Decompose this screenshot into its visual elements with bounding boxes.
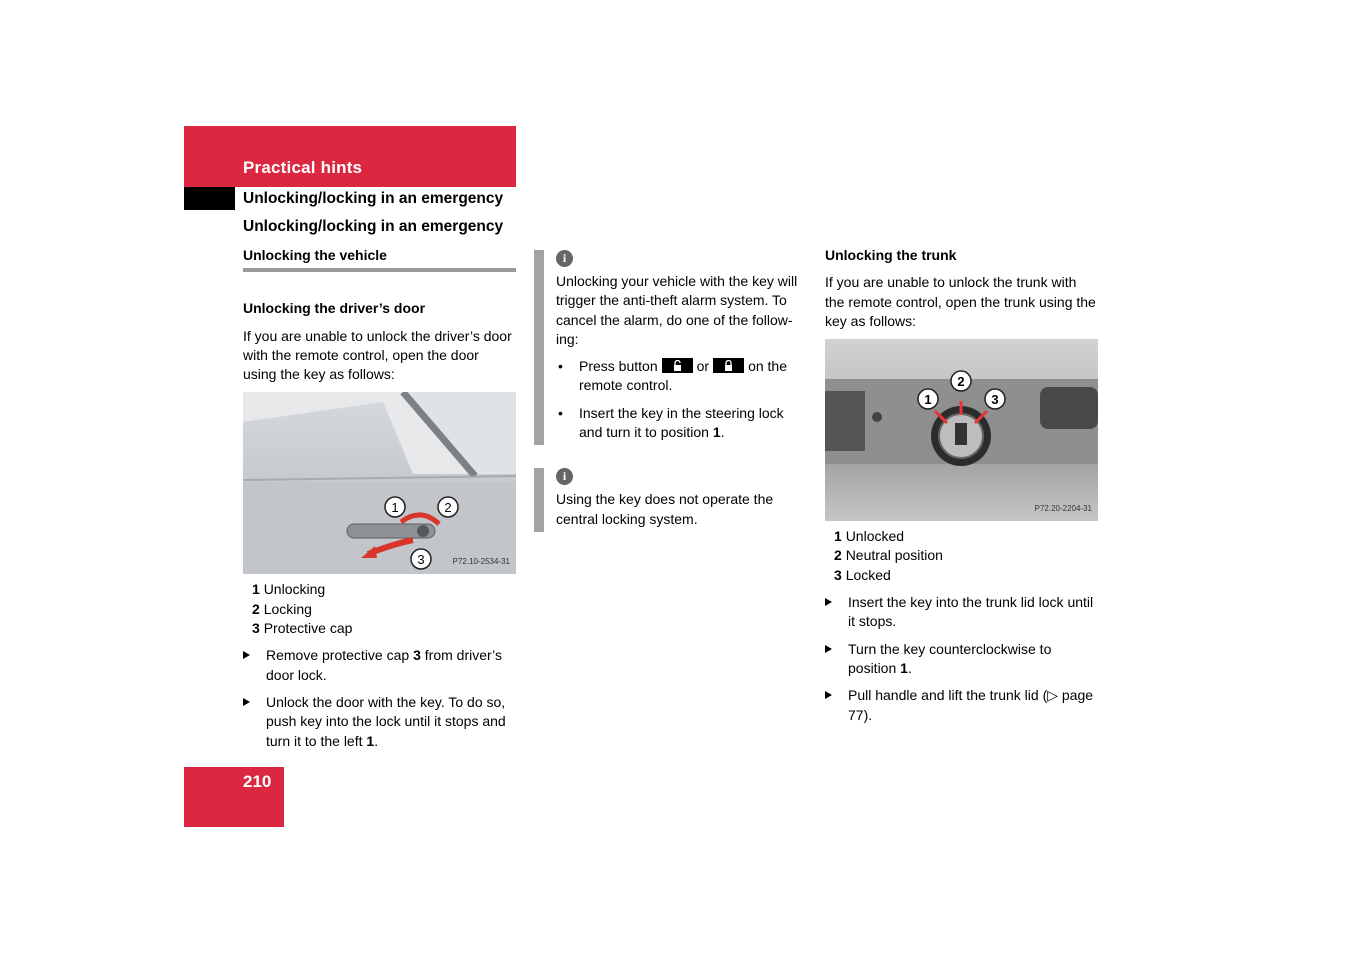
bullet-dot: • bbox=[558, 358, 563, 375]
step-item: Insert the key into the trunk lid lock until it stops. bbox=[825, 593, 1098, 632]
info-note-alarm bbox=[534, 246, 806, 442]
bullet-item: • Insert the key in the steering lock and turn it to position 1. bbox=[558, 404, 784, 441]
door-legend bbox=[243, 580, 516, 638]
callout-2 bbox=[438, 497, 458, 517]
legend-item: 1 Unlocked bbox=[834, 528, 905, 545]
trunk-lock-illustration bbox=[825, 339, 1098, 521]
note-bar bbox=[534, 468, 544, 532]
note-text-alarm: Unlocking your vehicle with the key will trigger the anti-theft alarm system. To cancel the alarm, do one of the follow-ing: bbox=[556, 273, 798, 347]
callout-1-label: 1 bbox=[924, 392, 932, 408]
callout-2 bbox=[951, 371, 971, 391]
callout-1 bbox=[385, 497, 405, 517]
callout-3-label: 3 bbox=[417, 552, 425, 568]
info-icon: i bbox=[556, 468, 573, 485]
heading-unlocking-vehicle: Unlocking the vehicle bbox=[243, 246, 516, 272]
trunk-handle bbox=[1040, 387, 1098, 429]
heading-unlocking-trunk: Unlocking the trunk bbox=[825, 247, 957, 263]
middle-column bbox=[534, 246, 806, 551]
legend-item: 3 Locked bbox=[834, 566, 891, 583]
trunk-legend bbox=[825, 527, 1098, 585]
lock-cylinder bbox=[417, 525, 429, 537]
license-light-left bbox=[825, 391, 865, 451]
right-column bbox=[825, 246, 1098, 725]
triangle-bullet-icon bbox=[825, 645, 832, 653]
intro-drivers-door: If you are unable to unlock the driver’s door with the remote control, open the door using the key as follows: bbox=[243, 327, 512, 383]
step-item: Turn the key counterclockwise to position 1. bbox=[825, 640, 1098, 679]
page-number: 210 bbox=[243, 772, 272, 791]
callout-2-label: 2 bbox=[444, 500, 452, 516]
step-item: Remove protective cap 3 from driver’s door lock. bbox=[243, 646, 516, 685]
legend-item: 2 Neutral position bbox=[834, 547, 943, 564]
door-lock-illustration bbox=[243, 392, 516, 574]
subsection-marker bbox=[184, 187, 235, 210]
callout-1 bbox=[918, 389, 938, 409]
subheading-drivers-door: Unlocking the driver’s door bbox=[243, 300, 426, 317]
bullet-dot: • bbox=[558, 404, 563, 421]
callout-3 bbox=[985, 389, 1005, 409]
left-column bbox=[243, 246, 516, 751]
image-code: P72.10-2534-31 bbox=[452, 557, 510, 567]
legend-item: 2 Locking bbox=[252, 600, 312, 617]
info-icon: i bbox=[556, 250, 573, 267]
intro-trunk: If you are unable to unlock the trunk with the remote control, open the trunk using the key as follows: bbox=[825, 274, 1096, 329]
trunk-lock-drawing bbox=[825, 339, 1098, 521]
triangle-bullet-icon bbox=[243, 698, 250, 706]
callout-3 bbox=[411, 549, 431, 569]
lock-button-icon bbox=[713, 358, 744, 373]
triangle-bullet-icon bbox=[825, 598, 832, 606]
subsection-title: Unlocking/locking in an emergency bbox=[243, 190, 504, 207]
callout-3-label: 3 bbox=[991, 392, 999, 408]
page-title: Unlocking/locking in an emergency bbox=[243, 218, 504, 235]
key-slot bbox=[955, 423, 967, 445]
bullet-item: • Press button or on the remote control. bbox=[558, 358, 787, 394]
section-title: Practical hints bbox=[243, 158, 363, 177]
screw bbox=[872, 412, 882, 422]
note-bar bbox=[534, 250, 544, 445]
triangle-bullet-icon bbox=[825, 691, 832, 699]
triangle-bullet-icon bbox=[243, 651, 250, 659]
legend-item: 3 Protective cap bbox=[252, 620, 353, 637]
callout-1-label: 1 bbox=[391, 500, 399, 516]
callout-2-label: 2 bbox=[957, 374, 965, 390]
door-belt-line bbox=[243, 476, 516, 480]
step-item: Unlock the door with the key. To do so, push key into the lock until it stops and turn it to the left 1. bbox=[243, 693, 516, 751]
door-lock-drawing bbox=[243, 392, 516, 574]
unlock-button-icon bbox=[662, 358, 693, 373]
info-note-central-locking bbox=[534, 464, 806, 529]
image-code: P72.20-2204-31 bbox=[1034, 503, 1092, 513]
note-text-central-locking: Using the key does not operate the central locking system. bbox=[556, 491, 774, 527]
step-item: Pull handle and lift the trunk lid (▷ page 77). bbox=[825, 686, 1098, 725]
legend-item: 1 Unlocking bbox=[252, 581, 326, 598]
